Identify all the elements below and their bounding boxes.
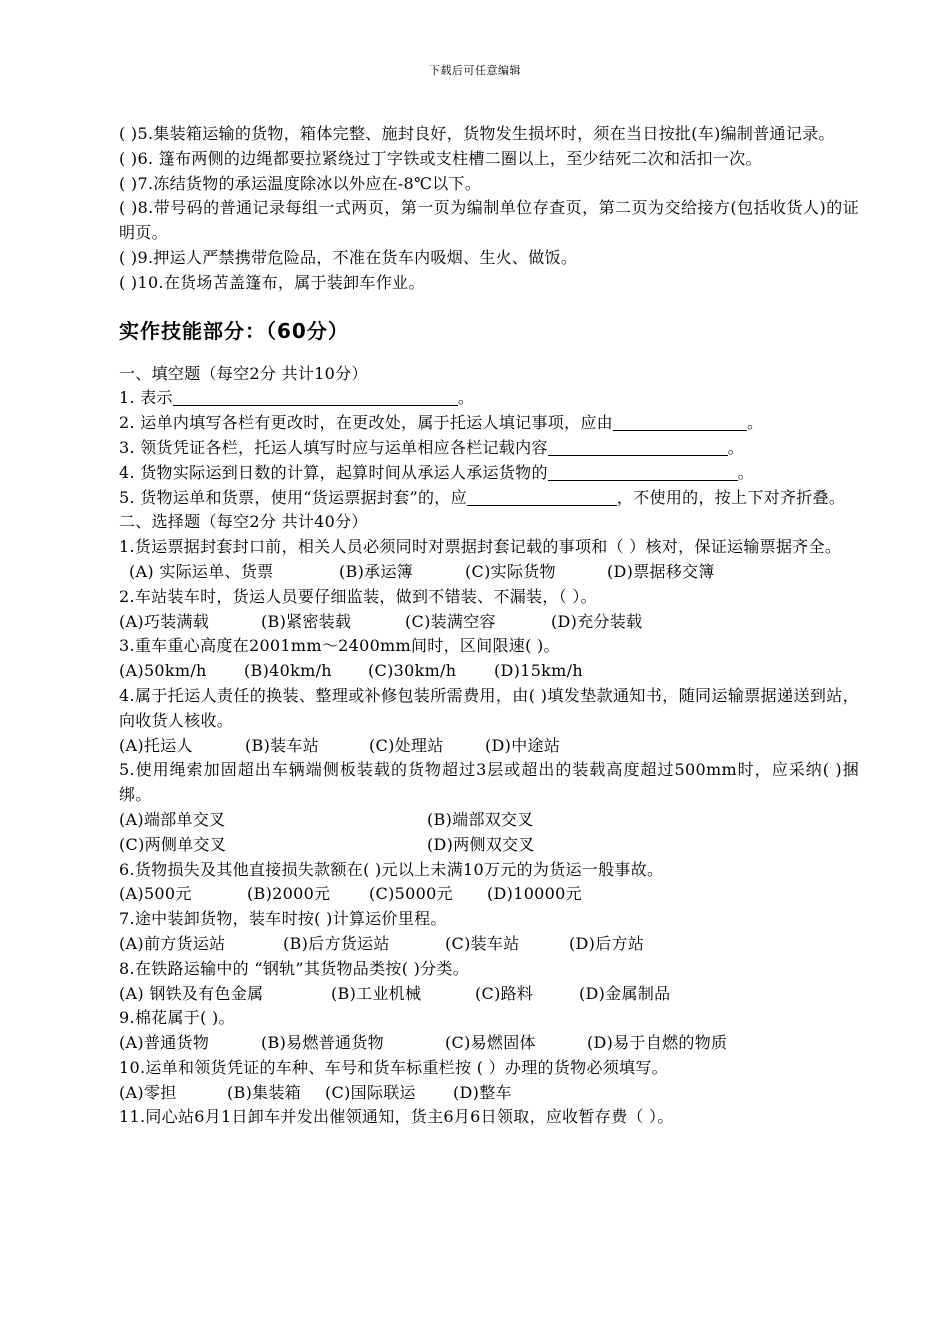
choice-heading: 二、选择题（每空2分 共计40分） xyxy=(119,512,368,532)
choice-question-3: 3.重车重心高度在2001mm～2400mm间时，区间限速( )。 xyxy=(119,636,560,656)
choice-options-7: (A)前方货运站 (B)后方货运站 (C)装车站 (D)后方站 xyxy=(119,933,645,953)
choice-question-2: 2.车站装车时，货运人员要仔细监装，做到不错装、不漏装，（ ）。 xyxy=(119,586,597,606)
judge-item-5: ( )5.集装箱运输的货物，箱体完整、施封良好，货物发生损坏时，须在当日按批(车)编制普通记录。 xyxy=(119,124,835,143)
choice-question-7: 7.途中装卸货物，装车时按( )计算运价里程。 xyxy=(119,909,447,929)
choice-question-5: 5.使用绳索加固超出车辆端侧板装载的货物超过3层或超出的装载高度超过500mm时，应采纳( )捆绑。 xyxy=(119,760,859,805)
judge-item-6: ( )6. 篷布两侧的边绳都要拉紧绕过丁字铁或支柱槽二圈以上，至少结死二次和活扣一次。 xyxy=(119,148,762,168)
choice-question-8: 8.在铁路运输中的 “钢轨”其货物品类按( )分类。 xyxy=(119,958,470,978)
document-body xyxy=(119,122,859,1130)
choice-options-8: (A) 钢铁及有色金属 (B)工业机械 (C)路料 (D)金属制品 xyxy=(119,983,671,1003)
choice-question-9: 9.棉花属于( )。 xyxy=(119,1008,235,1028)
fill-question-4: 4. 货物实际运到日数的计算，起算时间从承运人承运货物的 。 xyxy=(119,462,755,482)
page-header: 下载后可任意编辑 xyxy=(429,64,521,77)
choice-question-1: 1.货运票据封套封口前，相关人员必须同时对票据封套记载的事项和（ ）核对，保证运输票据齐全。 xyxy=(119,537,842,557)
fill-question-2: 2. 运单内填写各栏有更改时，在更改处，属于托运人填记事项，应由 。 xyxy=(119,413,764,433)
choice-question-4: 4.属于托运人责任的换装、整理或补修包装所需费用，由( )填发垫款通知书，随同运输票据递送到站，向收货人核收。 xyxy=(119,685,859,730)
choice-options-9: (A)普通货物 (B)易燃普通货物 (C)易燃固体 (D)易于自燃的物质 xyxy=(119,1033,728,1053)
answer-blank xyxy=(548,464,738,481)
choice-question-6: 6.货物损失及其他直接损失款额在( )元以上未满10万元的为货运一般事故。 xyxy=(119,859,664,879)
judge-item-8: ( )8.带号码的普通记录每组一式两页，第一页为编制单位存查页，第二页为交给接方(包括收货人)的证明页。 xyxy=(119,198,859,243)
choice-options-10: (A)零担 (B)集装箱 (C)国际联运 (D)整车 xyxy=(119,1082,512,1102)
choice-question-11: 11.同心站6月1日卸车并发出催领通知，货主6月6日领取，应收暂存费（ ）。 xyxy=(119,1107,674,1127)
judge-item-10: ( )10.在货场苫盖篷布，属于装卸车作业。 xyxy=(119,272,425,292)
section-title: 实作技能部分：（60分） xyxy=(119,318,349,343)
choice-options-1: (A) 实际运单、货票 (B)承运簿 (C)实际货物 (D)票据移交簿 xyxy=(129,561,715,581)
fill-heading: 一、填空题（每空2分 共计10分） xyxy=(119,363,368,383)
answer-blank xyxy=(548,439,728,456)
choice-options-5a: (A)端部单交叉 (B)端部双交叉 xyxy=(119,809,534,829)
choice-options-6: (A)500元 (B)2000元 (C)5000元 (D)10000元 xyxy=(119,884,582,904)
choice-options-3: (A)50km/h (B)40km/h (C)30km/h (D)15km/h xyxy=(119,661,583,681)
fill-question-3: 3. 领货凭证各栏，托运人填写时应与运单相应各栏记载内容 。 xyxy=(119,437,745,457)
fill-question-5: 5. 货物运单和货票，使用“货运票据封套”的，应 ，不使用的，按上下对齐折叠。 xyxy=(119,487,846,507)
choice-question-10: 10.运单和领货凭证的车种、车号和货车标重栏按 ( ）办理的货物必须填写。 xyxy=(119,1057,668,1077)
choice-options-4: (A)托运人 (B)装车站 (C)处理站 (D)中途站 xyxy=(119,735,561,755)
choice-options-5b: (C)两侧单交叉 (D)两侧双交叉 xyxy=(119,834,535,854)
judge-item-9: ( )9.押运人严禁携带危险品，不准在货车内吸烟、生火、做饭。 xyxy=(119,247,578,267)
answer-blank xyxy=(613,414,747,431)
choice-options-2: (A)巧装满载 (B)紧密装载 (C)装满空容 (D)充分装载 xyxy=(119,611,643,631)
answer-blank xyxy=(467,489,617,506)
fill-question-1: 1. 表示 。 xyxy=(119,388,475,408)
answer-blank xyxy=(173,389,458,406)
judge-item-7: ( )7.冻结货物的承运温度除冰以外应在-8℃以下。 xyxy=(119,173,482,193)
